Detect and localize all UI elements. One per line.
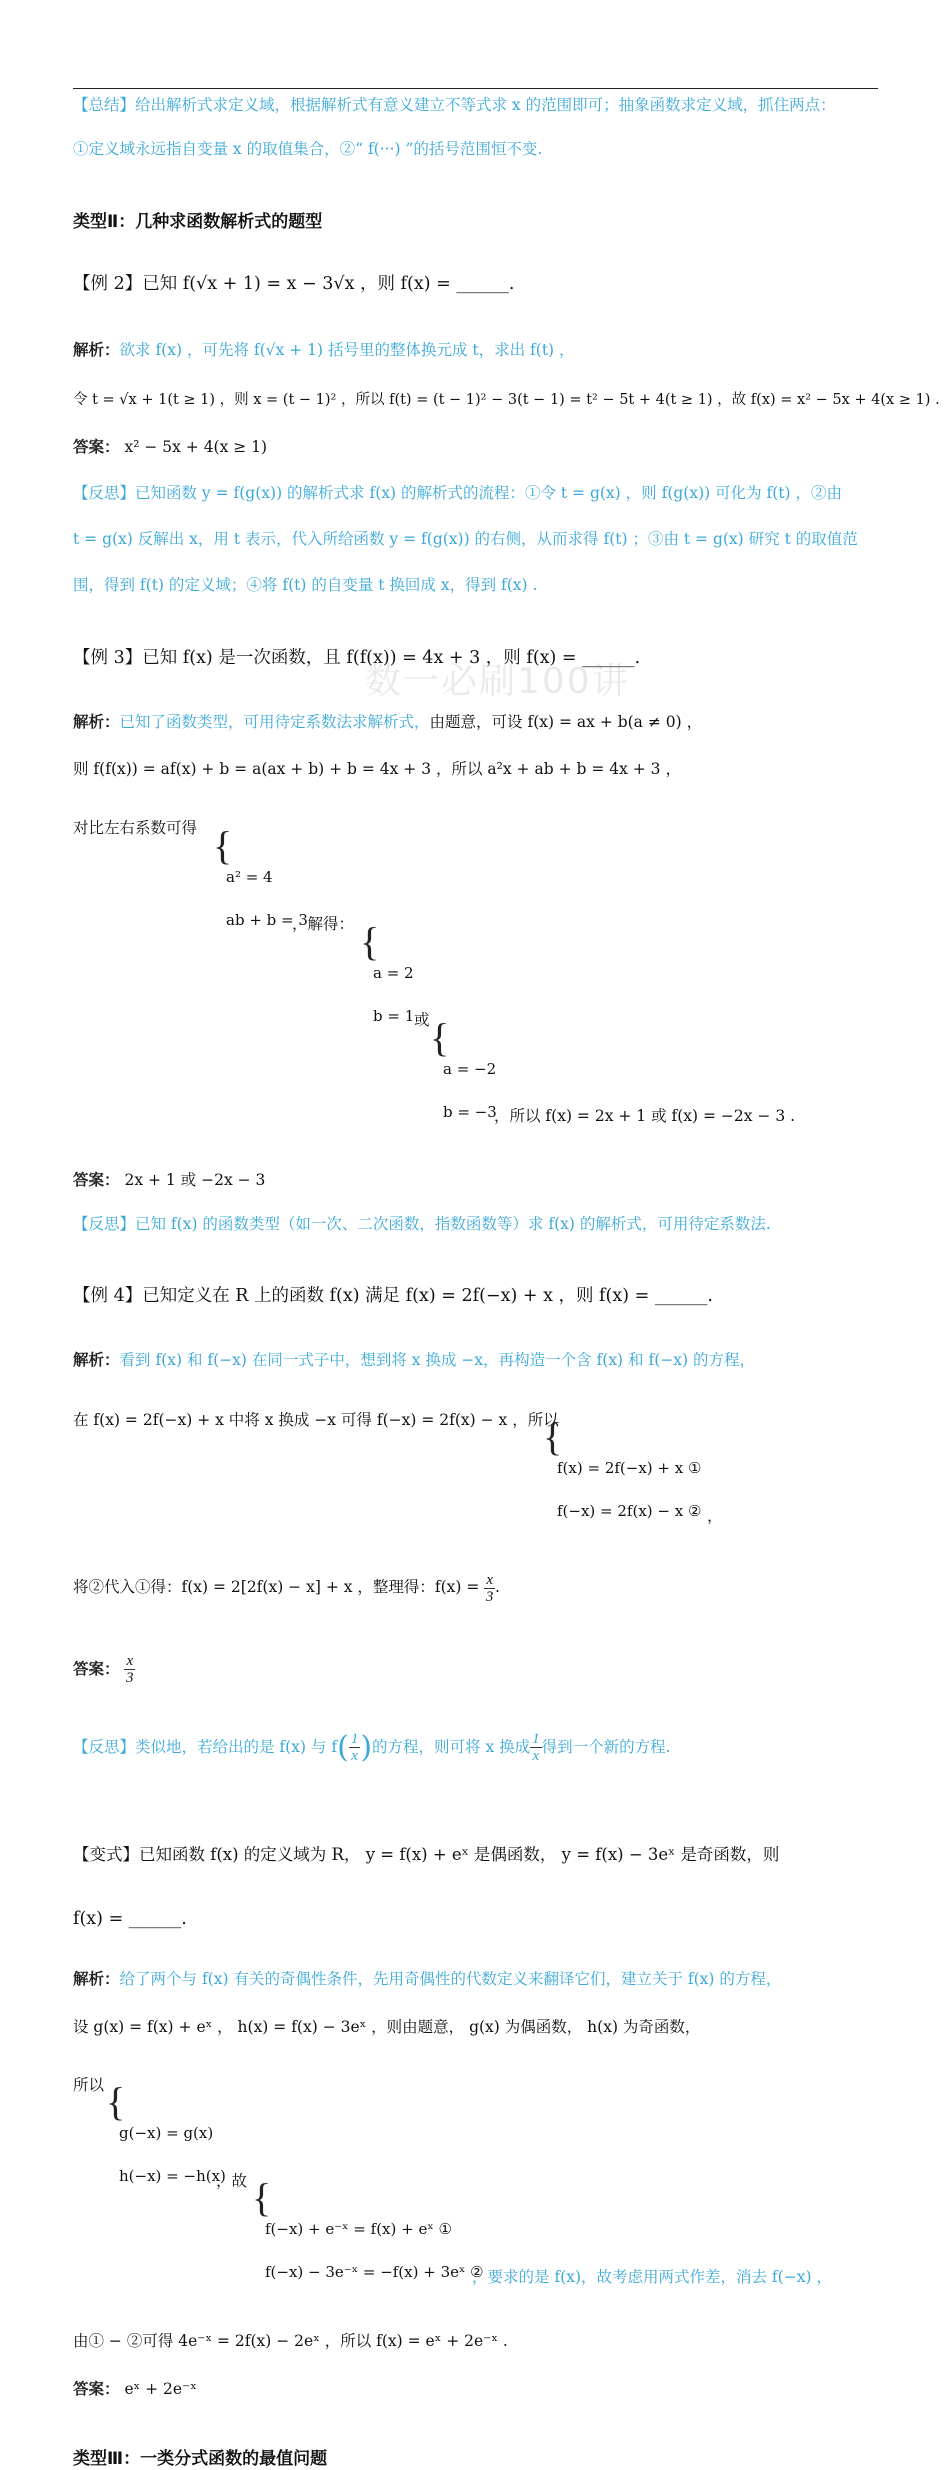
fraction-x-over-3 — [484, 1572, 495, 1605]
example-2-analysis — [73, 340, 950, 360]
variant-system-2-eq-2: f(−x) − 3e⁻ˣ = −f(x) + 3eˣ ② — [265, 2262, 484, 2281]
example-2-reflect-3: 围，得到 f(t) 的定义域；④将 f(t) 的自变量 t 换回成 x，得到 f(x) . — [73, 576, 538, 594]
answer-value: eˣ + 2e⁻ˣ — [124, 2379, 197, 2398]
example-3-question: 【例 3】已知 f(x) 是一次函数，且 f(f(x)) = 4x + 3 ，则 f(x) = ______. — [73, 648, 641, 668]
top-rule — [73, 88, 878, 89]
variant-system-1-eq-b: h(−x) = −h(x) — [119, 2166, 226, 2185]
variant-tail: ，要求的是 f(x)，故考虑用两式作差，消去 f(−x) ， — [472, 2267, 832, 2286]
gu-label: ，故 — [216, 2171, 248, 2190]
example-2-reflect-2: t = g(x) 反解出 x，用 t 表示，代入所给函数 y = f(g(x)) 的右侧，从而求得 f(t) ；③由 t = g(x) 研究 t 的取值范 — [73, 530, 858, 548]
system-brace: { — [430, 1015, 450, 1060]
analysis-label: 解析： — [73, 713, 120, 731]
system-1-eq-a: a² = 4 — [226, 868, 273, 886]
system-brace: { — [213, 823, 233, 868]
answer-label: 答案： — [73, 1659, 120, 1678]
analysis-label: 解析： — [73, 1351, 120, 1369]
example-4-system-eq-2: f(−x) = 2f(x) − x ② — [557, 1502, 702, 1520]
variant-answer — [73, 2379, 950, 2399]
analysis-label: 解析： — [73, 1969, 120, 1988]
system-3-eq-b: b = −3 — [443, 1103, 497, 1121]
example-2-reflect-1: 【反思】已知函数 y = f(g(x)) 的解析式求 f(x) 的解析式的流程：①令 t = g(x) ，则 f(g(x)) 可化为 f(t) ，②由 — [73, 484, 843, 502]
comma: ， — [707, 1507, 723, 1525]
system-brace: { — [543, 1414, 563, 1459]
summary-line-2: ①定义域永远指自变量 x 的取值集合，②“ f(···) ”的括号范围恒不变. — [73, 140, 543, 158]
system-brace: { — [360, 919, 380, 964]
analysis-text: 给了两个与 f(x) 有关的奇偶性条件，先用奇偶性的代数定义来翻译它们，建立关于 f(x) 的方程， — [119, 1969, 782, 1988]
example-4-reflect: 【反思】类似地，若给出的是 f(x) 与 f( $\frac{1}{x}$ )的方程，则可将 x 换成 $\frac{1}{x}$ 得到一个新的方程. — [73, 1729, 671, 1765]
example-3-reflect: 【反思】已知 f(x) 的函数类型（如一次、二次函数，指数函数等）求 f(x) 的解析式，可用待定系数法. — [73, 1215, 771, 1233]
answer-value: x² − 5x + 4(x ≥ 1) — [124, 438, 268, 456]
fraction-numerator: 1 — [350, 1731, 359, 1747]
system-2-eq-b: b = 1 — [373, 1007, 415, 1025]
example-4-step-1: 在 f(x) = 2f(−x) + x 中将 x 换成 −x 可得 f(−x) = 2f(x) − x ，所以 — [73, 1411, 559, 1429]
variant-step-2: 由① − ②可得 4e⁻ˣ = 2f(x) − 2eˣ ，所以 f(x) = eˣ + 2e⁻ˣ . — [73, 2331, 508, 2350]
reflect-part-1: 【反思】类似地，若给出的是 f(x) 与 f — [73, 1737, 338, 1756]
answer-fraction — [124, 1653, 135, 1686]
fraction-numerator: x — [486, 1571, 493, 1588]
system-brace: { — [106, 2078, 126, 2124]
example-2-step: 令 t = √x + 1(t ≥ 1) ，则 x = (t − 1)² ，所以 f(t) = (t − 1)² − 3(t − 1) = t² − 5t + 4(t ≥ 1) ，故 f(x) = x² − 5x + 4(x ≥ 1) . — [73, 392, 940, 408]
reflect-part-2: 的方程，则可将 x 换成 — [372, 1737, 531, 1756]
system-2-eq-a: a = 2 — [373, 964, 414, 982]
variant-system-1-eq-a: g(−x) = g(x) — [119, 2123, 214, 2142]
variant-question-line-1: 【变式】已知函数 f(x) 的定义域为 R， y = f(x) + eˣ 是偶函数， y = f(x) − 3eˣ 是奇函数，则 — [73, 1844, 780, 1864]
section-3-title: 类型Ⅲ：一类分式函数的最值问题 — [73, 2448, 328, 2469]
so-label: 所以 — [73, 2075, 105, 2094]
fraction-numerator: 1 — [532, 1731, 540, 1747]
reflect-part-3: 得到一个新的方程. — [541, 1737, 671, 1756]
example-4-question: 【例 4】已知定义在 R 上的函数 f(x) 满足 f(x) = 2f(−x) + x ，则 f(x) = ______. — [73, 1286, 713, 1306]
variant-question-line-2: f(x) = ______. — [73, 1908, 187, 1929]
answer-label: 答案： — [73, 438, 120, 456]
example-4-analysis — [73, 1350, 950, 1370]
or-label: 或 — [414, 1011, 430, 1029]
fraction-numerator: x — [126, 1653, 134, 1669]
example-3-step-1: 则 f(f(x)) = af(x) + b = a(ax + b) + b = 4x + 3 ，所以 a²x + ab + b = 4x + 3 ， — [73, 760, 681, 778]
fraction-denominator: x — [532, 1748, 540, 1764]
fraction-denominator: x — [351, 1748, 358, 1764]
analysis-label: 解析： — [73, 341, 120, 359]
fraction-denominator: 3 — [485, 1588, 494, 1605]
example-4-step-2: 将②代入①得：f(x) = 2[2f(x) − x] + x ，整理得：f(x) = $\frac{x}{3}$ . — [73, 1571, 500, 1605]
example-2-answer — [73, 437, 950, 457]
watermark: 数一必刷100讲 — [365, 661, 630, 702]
variant-step-1: 设 g(x) = f(x) + eˣ ， h(x) = f(x) − 3eˣ ，则由题意， g(x) 为偶函数， h(x) 为奇函数， — [73, 2017, 701, 2036]
example-3-compare-label: 对比左右系数可得 — [73, 819, 198, 837]
example-3-analysis — [73, 712, 950, 732]
example-3-result: ，所以 f(x) = 2x + 1 或 f(x) = −2x − 3 . — [494, 1107, 796, 1125]
analysis-text: 看到 f(x) 和 f(−x) 在同一式子中，想到将 x 换成 −x，再构造一个含 f(x) 和 f(−x) 的方程， — [119, 1351, 755, 1369]
example-4-answer — [73, 1651, 950, 1687]
answer-label: 答案： — [73, 1171, 120, 1189]
system-3-eq-a: a = −2 — [443, 1060, 497, 1078]
variant-system-2-eq-1: f(−x) + e⁻ˣ = f(x) + eˣ ① — [265, 2219, 452, 2238]
summary-line-1: 【总结】给出解析式求定义域，根据解析式有意义建立不等式求 x 的范围即可；抽象函数求定义域，抓住两点： — [73, 96, 836, 114]
example-2-question: 【例 2】已知 f(√x + 1) = x − 3√x ，则 f(x) = ______. — [73, 274, 515, 294]
fraction-1-over-x — [349, 1731, 361, 1764]
analysis-text: 由题意，可设 f(x) = ax + b(a ≠ 0) ， — [429, 713, 703, 731]
system-brace: { — [252, 2174, 272, 2220]
fraction-1-over-x — [530, 1731, 542, 1764]
example-3-answer — [73, 1170, 950, 1190]
analysis-text-blue: 已知了函数类型，可用待定系数法求解析式， — [119, 713, 430, 731]
section-2-title: 类型Ⅱ：几种求函数解析式的题型 — [73, 212, 323, 232]
example-3-solve-label: ，解得： — [292, 915, 355, 933]
analysis-text: 欲求 f(x) ，可先将 f(√x + 1) 括号里的整体换元成 t，求出 f(t) ， — [119, 341, 575, 359]
answer-value: 2x + 1 或 −2x − 3 — [124, 1171, 266, 1189]
fraction-denominator: 3 — [126, 1670, 134, 1686]
variant-analysis — [73, 1969, 950, 1989]
answer-label: 答案： — [73, 2379, 120, 2398]
example-4-system-eq-1: f(x) = 2f(−x) + x ① — [557, 1459, 702, 1477]
system-1-eq-b: ab + b = 3 — [226, 911, 308, 929]
step-2-text: 将②代入①得：f(x) = 2[2f(x) − x] + x ，整理得：f(x) = — [73, 1578, 480, 1596]
